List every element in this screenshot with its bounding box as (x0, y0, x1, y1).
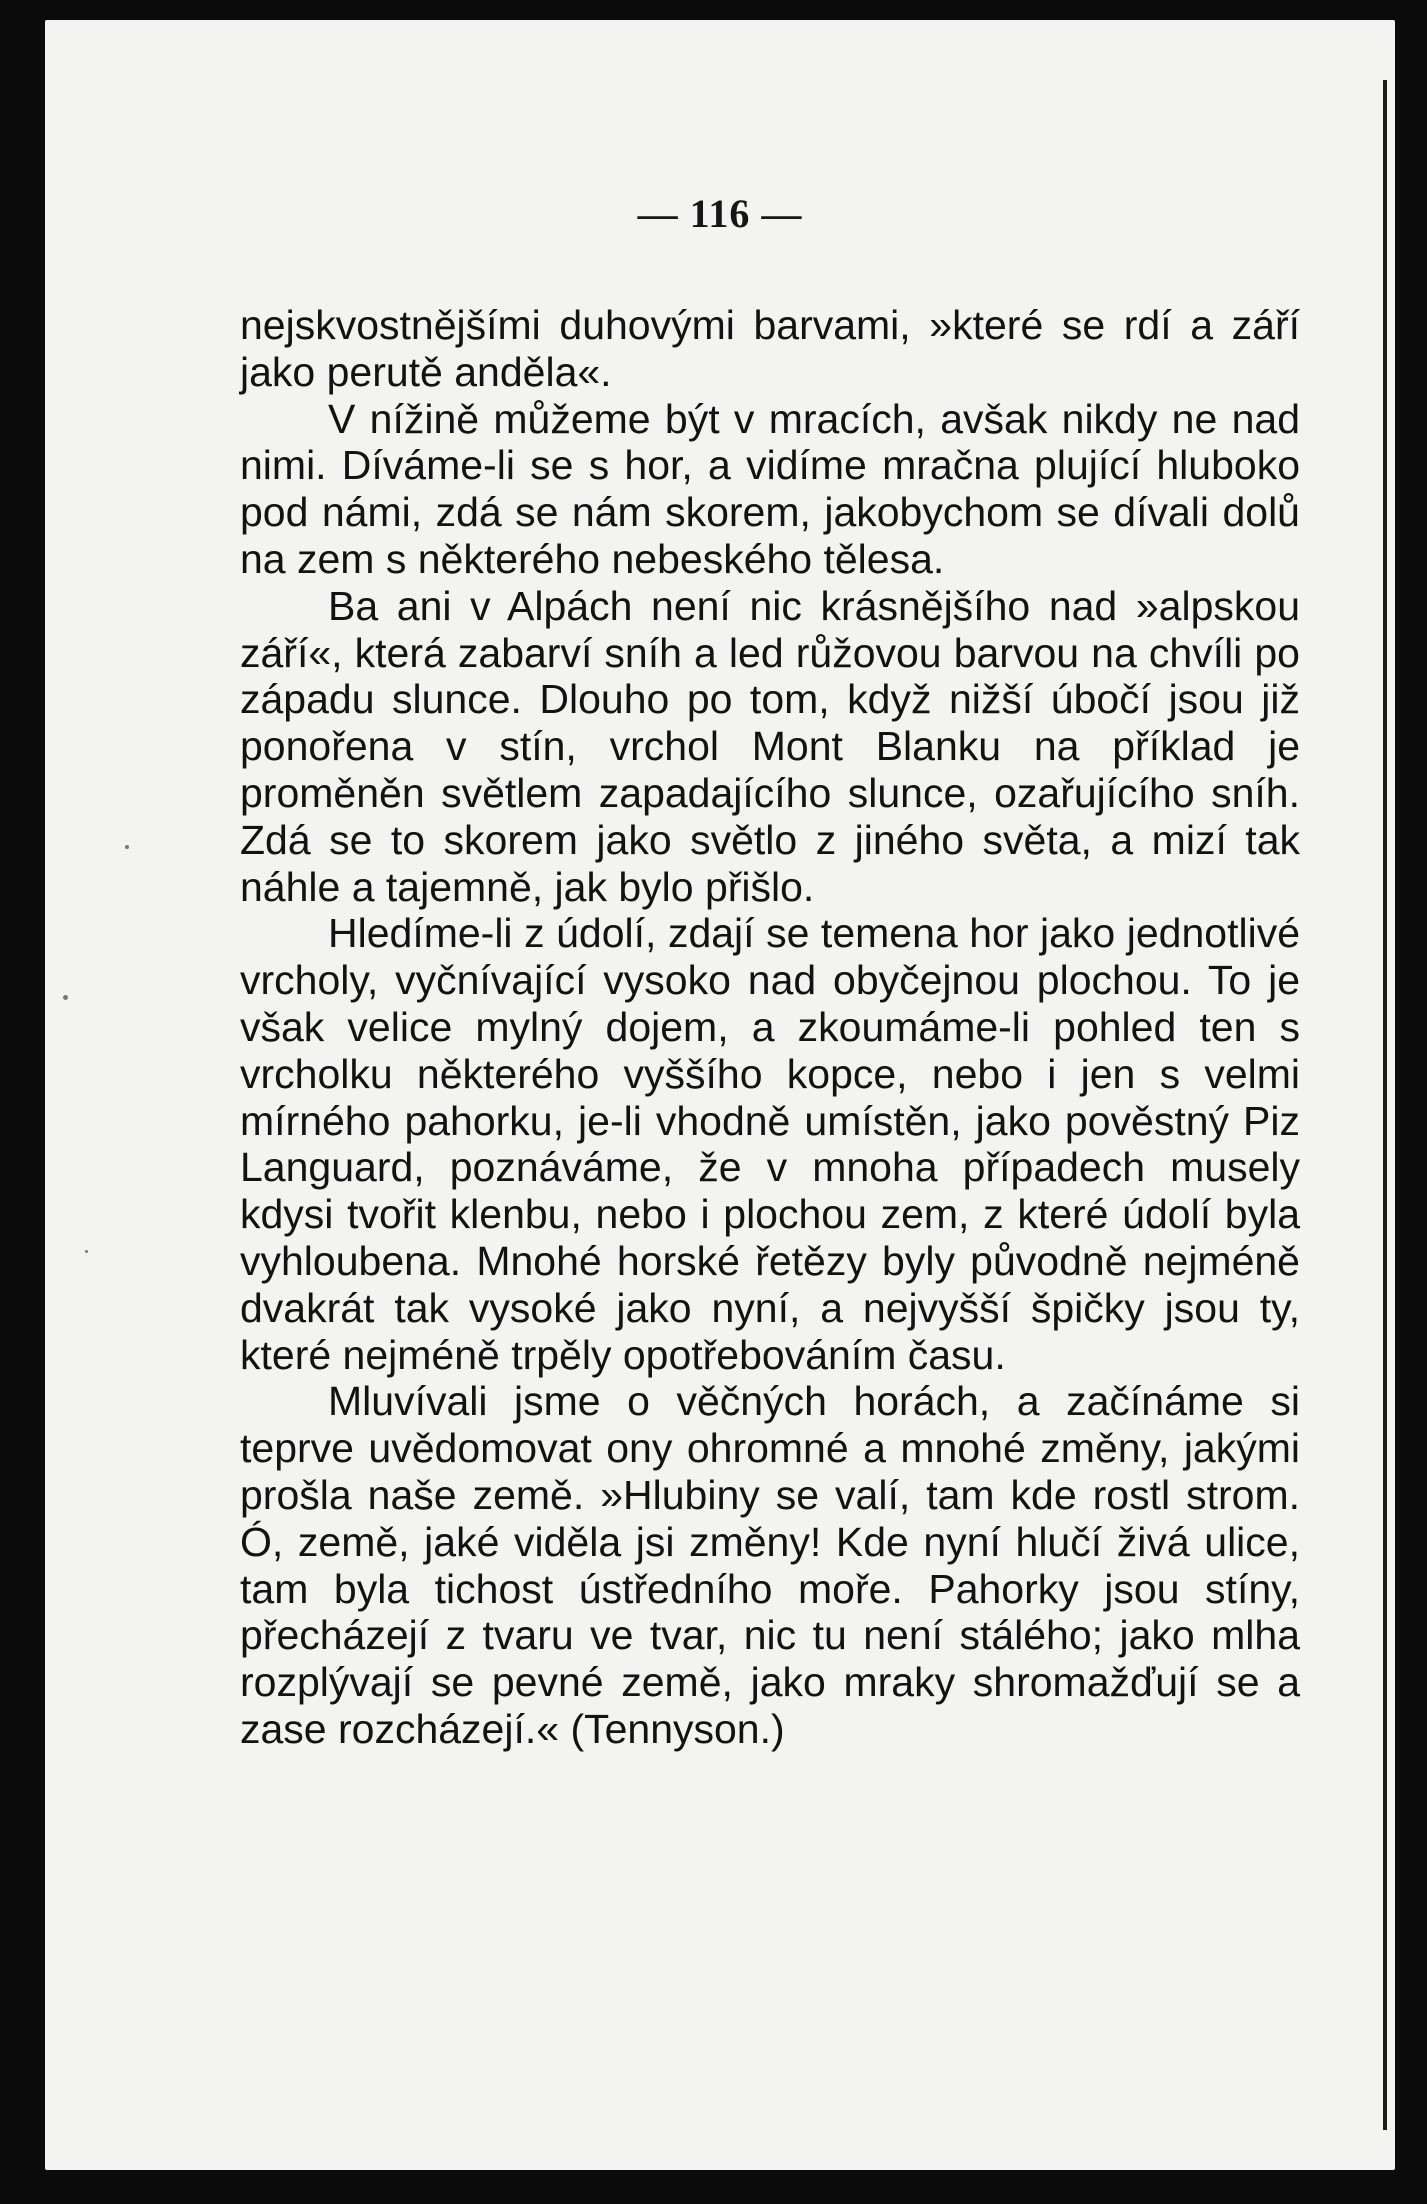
paragraph-eternal-hills: Mluvívali jsme o věčných horách, a začínáme si teprve uvědomovat ony ohromné a mnohé změny, jakými prošla naše země. »Hlubiny se valí, tam kde rostl strom. Ó, země, jaké viděla jsi změny! Kde nyní hlučí živá ulice, tam byla tichost ústředního moře. Pahorky jsou stíny, přecházejí z tvaru ve tvar, nic tu není stálého; jako mlha rozplývají se pevné země, jako mraky shromažďují se a zase rozcházejí.« (Tennyson.) (240, 1378, 1300, 1752)
scan-speck (85, 1250, 88, 1253)
paragraph-clouds: V nížině můžeme být v mracích, avšak nikdy ne nad nimi. Díváme-li se s hor, a vidíme mračna plující hluboko pod námi, zdá se nám skorem, jakobychom se dívali dolů na zem s některého nebeského tělesa. (240, 395, 1300, 582)
page-gutter-edge (1383, 80, 1387, 2130)
paragraph-continued: nejskvostnějšími duhovými barvami, »které se rdí a září jako perutě anděla«. (240, 302, 1300, 395)
paragraph-summits: Hledíme-li z údolí, zdají se temena hor jako jednotlivé vrcholy, vyčnívající vysoko nad obyčejnou plochou. To je však velice mylný dojem, a zkoumáme-li pohled ten s vrcholku některého vyššího kopce, nebo i jen s velmi mírného pahorku, je-li vhodně umístěn, jako pověstný Piz Languard, poznáváme, že v mnoha případech musely kdysi tvořit klenbu, nebo i plochou zem, z které údolí byla vyhloubena. Mnohé horské řetězy byly původně nejméně dvakrát tak vysoké jako nyní, a nejvyšší špičky jsou ty, které nejméně trpěly opotřebováním času. (240, 910, 1300, 1378)
scan-speck (125, 845, 129, 849)
body-text (240, 302, 1300, 1753)
book-page (45, 20, 1395, 2170)
scan-speck (63, 995, 68, 1000)
paragraph-alpenglow: Ba ani v Alpách není nic krásnějšího nad »alpskou září«, která zabarví sníh a led růžovou barvou na chvíli po západu slunce. Dlouho po tom, když nižší úbočí jsou již ponořena v stín, vrchol Mont Blanku na příklad je proměněn světlem zapadajícího slunce, ozařujícího sníh. Zdá se to skorem jako světlo z jiného světa, a mizí tak náhle a tajemně, jak bylo přišlo. (240, 582, 1300, 910)
page-number: — 116 — (637, 191, 803, 236)
